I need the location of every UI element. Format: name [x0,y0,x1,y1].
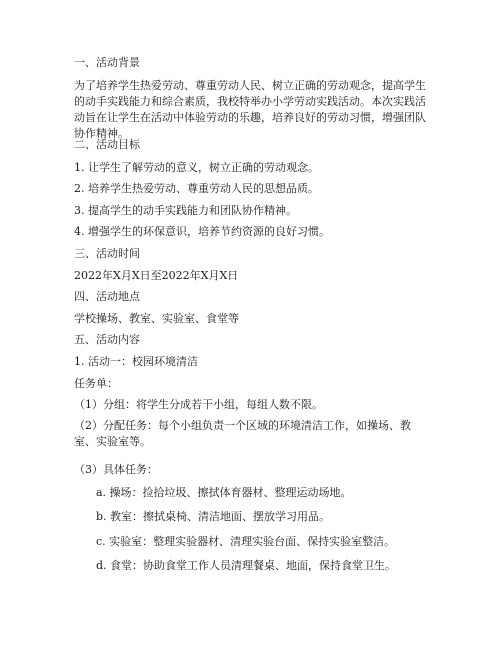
activity-place-text: 学校操场、教室、实验室、食堂等 [74,312,239,325]
section-heading-place: 四、活动地点 [74,290,140,303]
task-step: （2）分配任务：每个小组负责一个区域的环境清洁工作，如操场、教室、实验室等。 [74,419,411,448]
activity-time-text: 2022年X月X日至2022年X月X日 [74,269,239,282]
subtask-item: c. 实验室：整理实验器材、清理实验台面、保持实验室整洁。 [96,535,396,548]
goal-item: 4. 增强学生的环保意识，培养节约资源的良好习惯。 [74,225,330,238]
goal-item: 1. 让学生了解劳动的意义，树立正确的劳动观念。 [74,161,319,174]
task-step: （3）具体任务： [74,463,158,476]
goal-item: 2. 培养学生热爱劳动、尊重劳动人民的思想品质。 [74,182,319,195]
task-list-label: 任务单： [74,377,118,390]
section-heading-time: 三、活动时间 [74,247,140,260]
subtask-item: a. 操场：捡拾垃圾、擦拭体育器材、整理运动场地。 [96,486,352,499]
section-heading-content: 五、活动内容 [74,333,140,346]
subtask-item: b. 教室：擦拭桌椅、清洁地面、摆放学习用品。 [96,510,331,523]
goal-item: 3. 提高学生的动手实践能力和团队协作精神。 [74,204,297,217]
task-step: （1）分组：将学生分成若干小组，每组人数不限。 [74,398,323,411]
subtask-item: d. 食堂：协助食堂工作人员清理餐桌、地面，保持食堂卫生。 [96,559,397,572]
section-heading-background: 一、活动背景 [74,56,140,69]
section-heading-goals: 二、活动目标 [74,138,140,151]
activity-one-title: 1. 活动一：校园环境清洁 [74,355,198,368]
background-paragraph: 为了培养学生热爱劳动、尊重劳动人民、树立正确的劳动观念，提高学生的动手实践能力和综合素质，我校特举办小学劳动实践活动。本次实践活动旨在让学生在活动中体验劳动的乐趣，培养良好的劳动习惯，增强团队协作精神。 [74,79,426,140]
